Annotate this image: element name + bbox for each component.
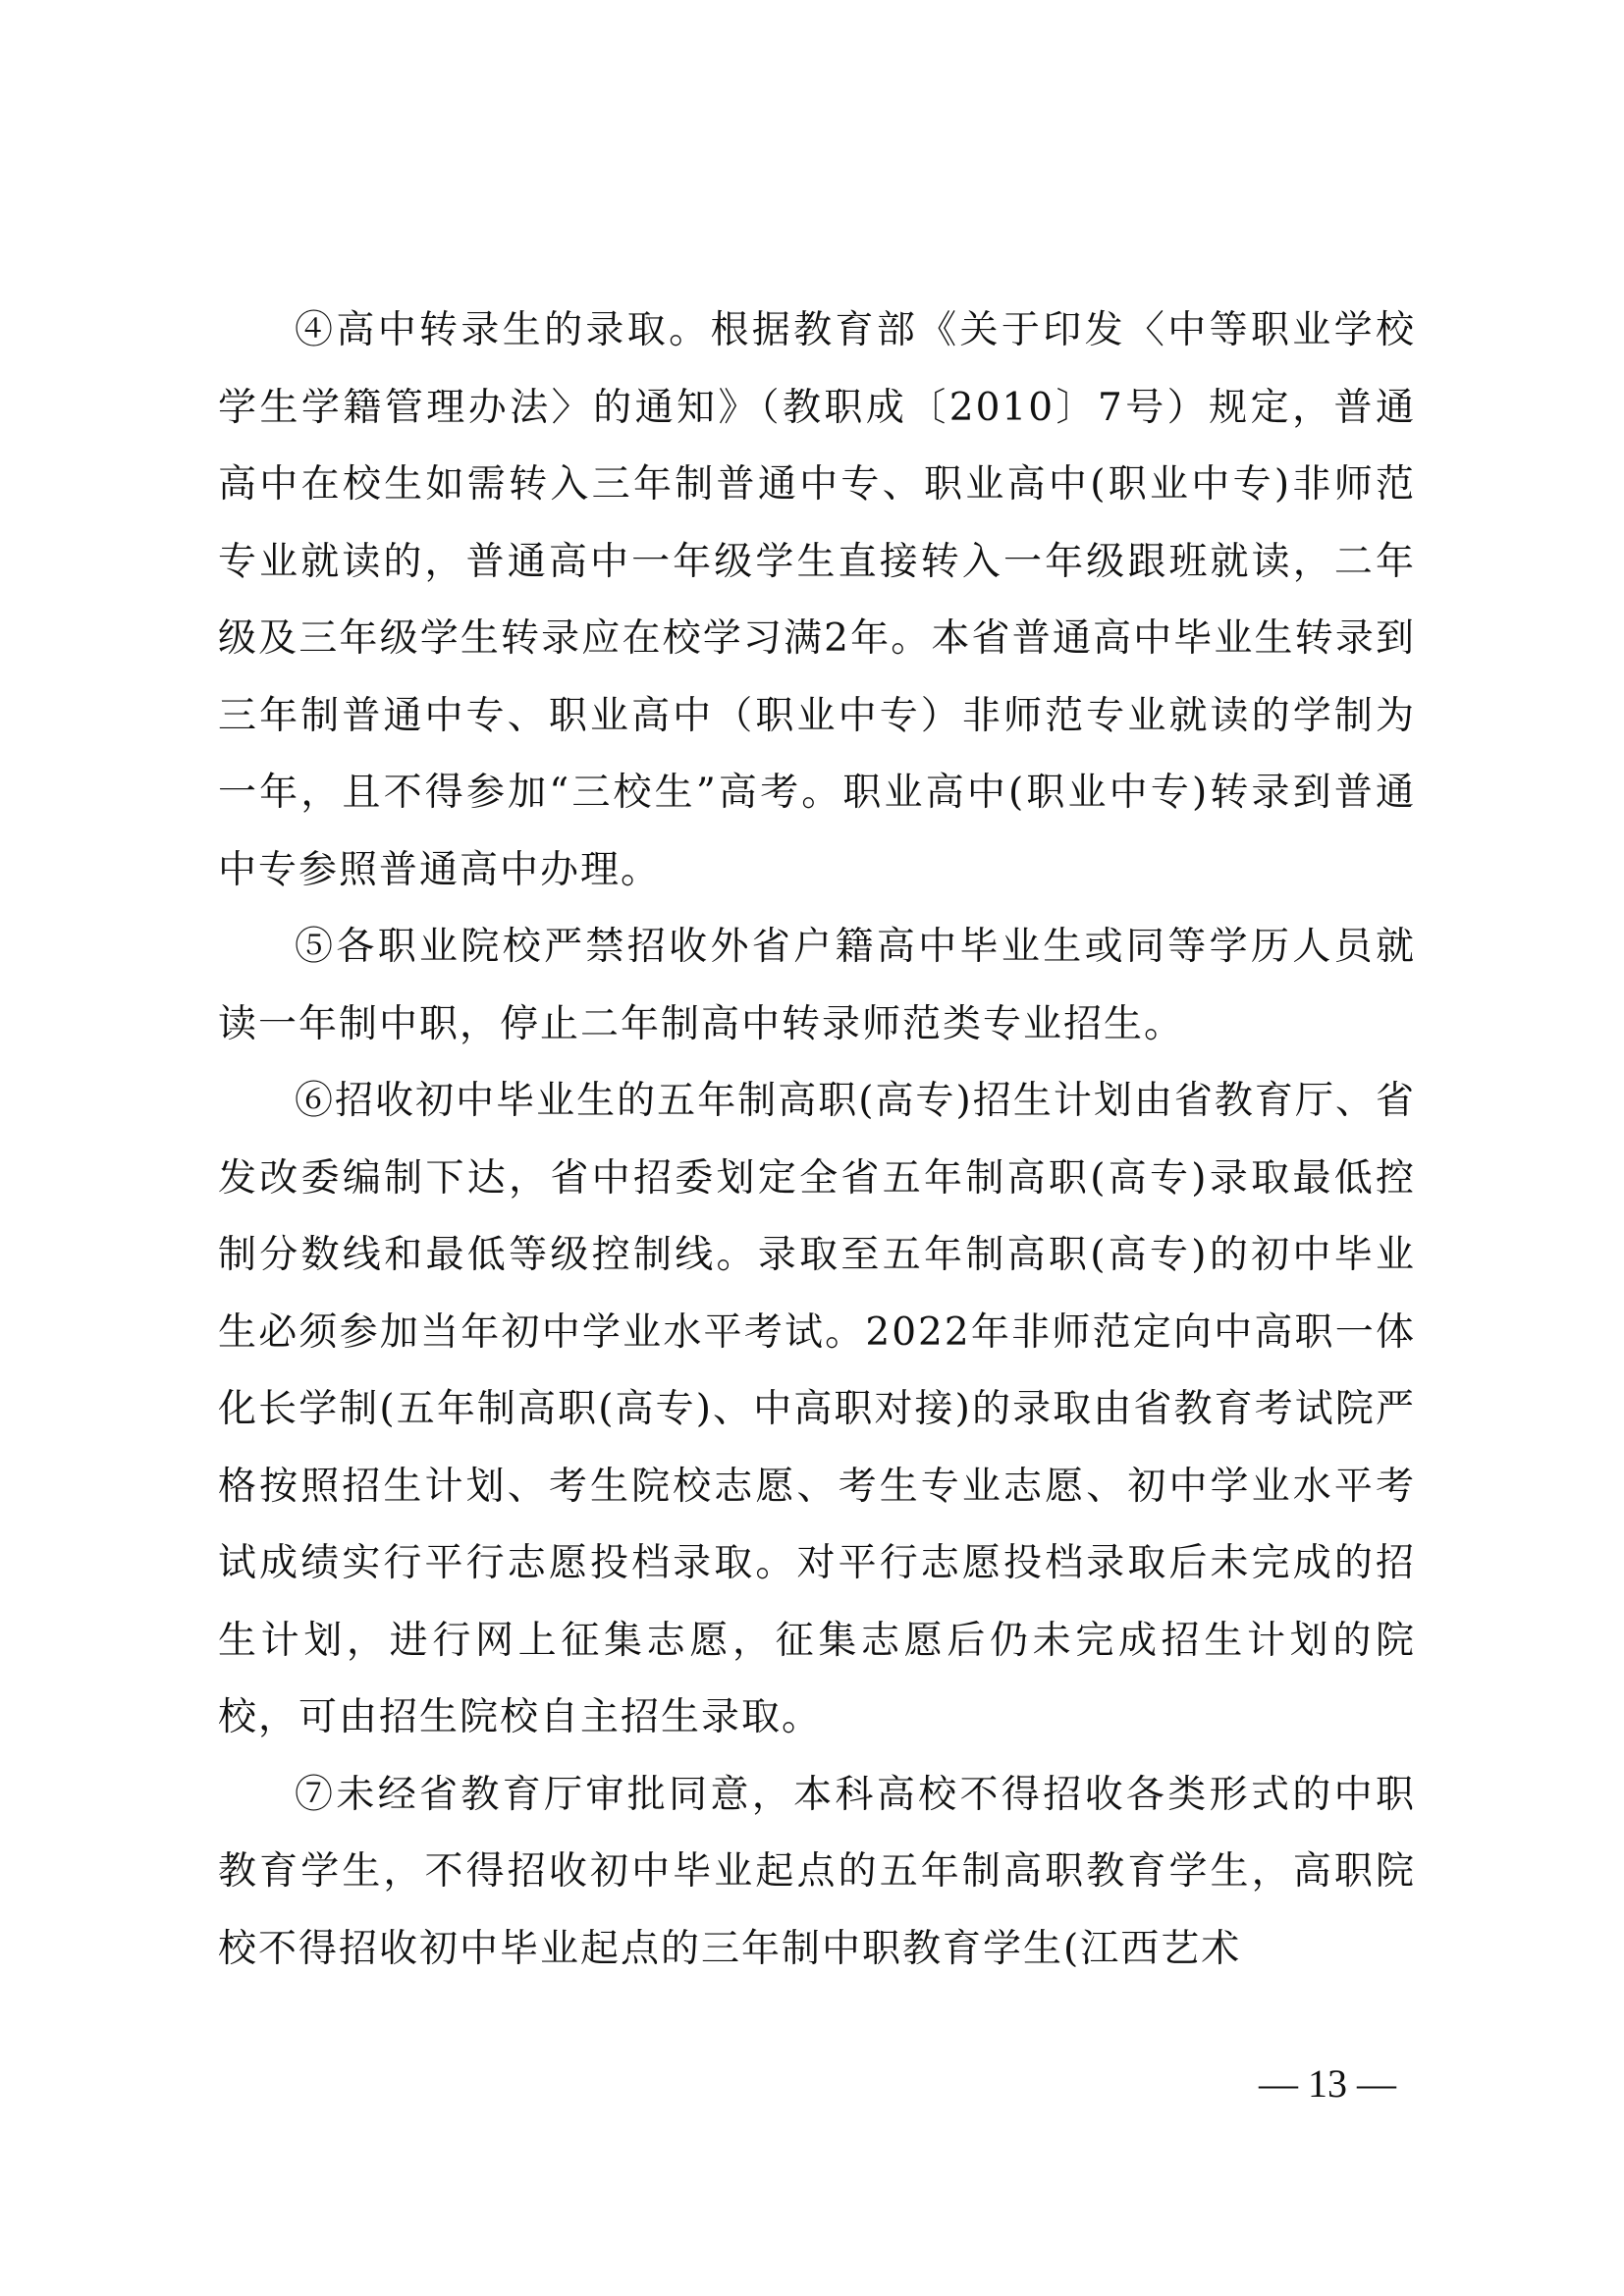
paragraph-7-undergraduate-restriction: ⑦未经省教育厅审批同意，本科高校不得招收各类形式的中职教育学生，不得招收初中毕业起点的五年制高职教育学生，高职院校不得招收初中毕业起点的三年制中职教育学生(江西艺术 [218, 1772, 1416, 1971]
paragraph-4-transfer-admission: ④高中转录生的录取。根据教育部《关于印发〈中等职业学校学生学籍管理办法〉的通知》（教职成〔2010〕7号）规定，普通高中在校生如需转入三年制普通中专、职业高中(职业中专)非师范专业就读的，普通高中一年级学生直接转入一年级跟班就读，二年级及三年级学生转录应在校学习满2年。本省普通高中毕业生转录到三年制普通中专、职业高中（职业中专）非师范专业就读的学制为一年，且不得参加“三校生”高考。职业高中(职业中专)转录到普通中专参照普通高中办理。 [218, 308, 1416, 892]
paragraph-6-five-year-program: ⑥招收初中毕业生的五年制高职(高专)招生计划由省教育厅、省发改委编制下达，省中招委划定全省五年制高职(高专)录取最低控制分数线和最低等级控制线。录取至五年制高职(高专)的初中毕业生必须参加当年初中学业水平考试。2022年非师范定向中高职一体化长学制(五年制高职(高专)、中高职对接)的录取由省教育考试院严格按照招生计划、考生院校志愿、考生专业志愿、初中学业水平考试成绩实行平行志愿投档录取。对平行志愿投档录取后未完成的招生计划，进行网上征集志愿，征集志愿后仍未完成招生计划的院校，可由招生院校自主招生录取。 [218, 1079, 1416, 1739]
page-body [218, 293, 1416, 1988]
paragraph-5-recruitment-ban: ⑤各职业院校严禁招收外省户籍高中毕业生或同等学历人员就读一年制中职，停止二年制高中转录师范类专业招生。 [218, 925, 1416, 1046]
page-number: — 13 — [1259, 2061, 1396, 2106]
